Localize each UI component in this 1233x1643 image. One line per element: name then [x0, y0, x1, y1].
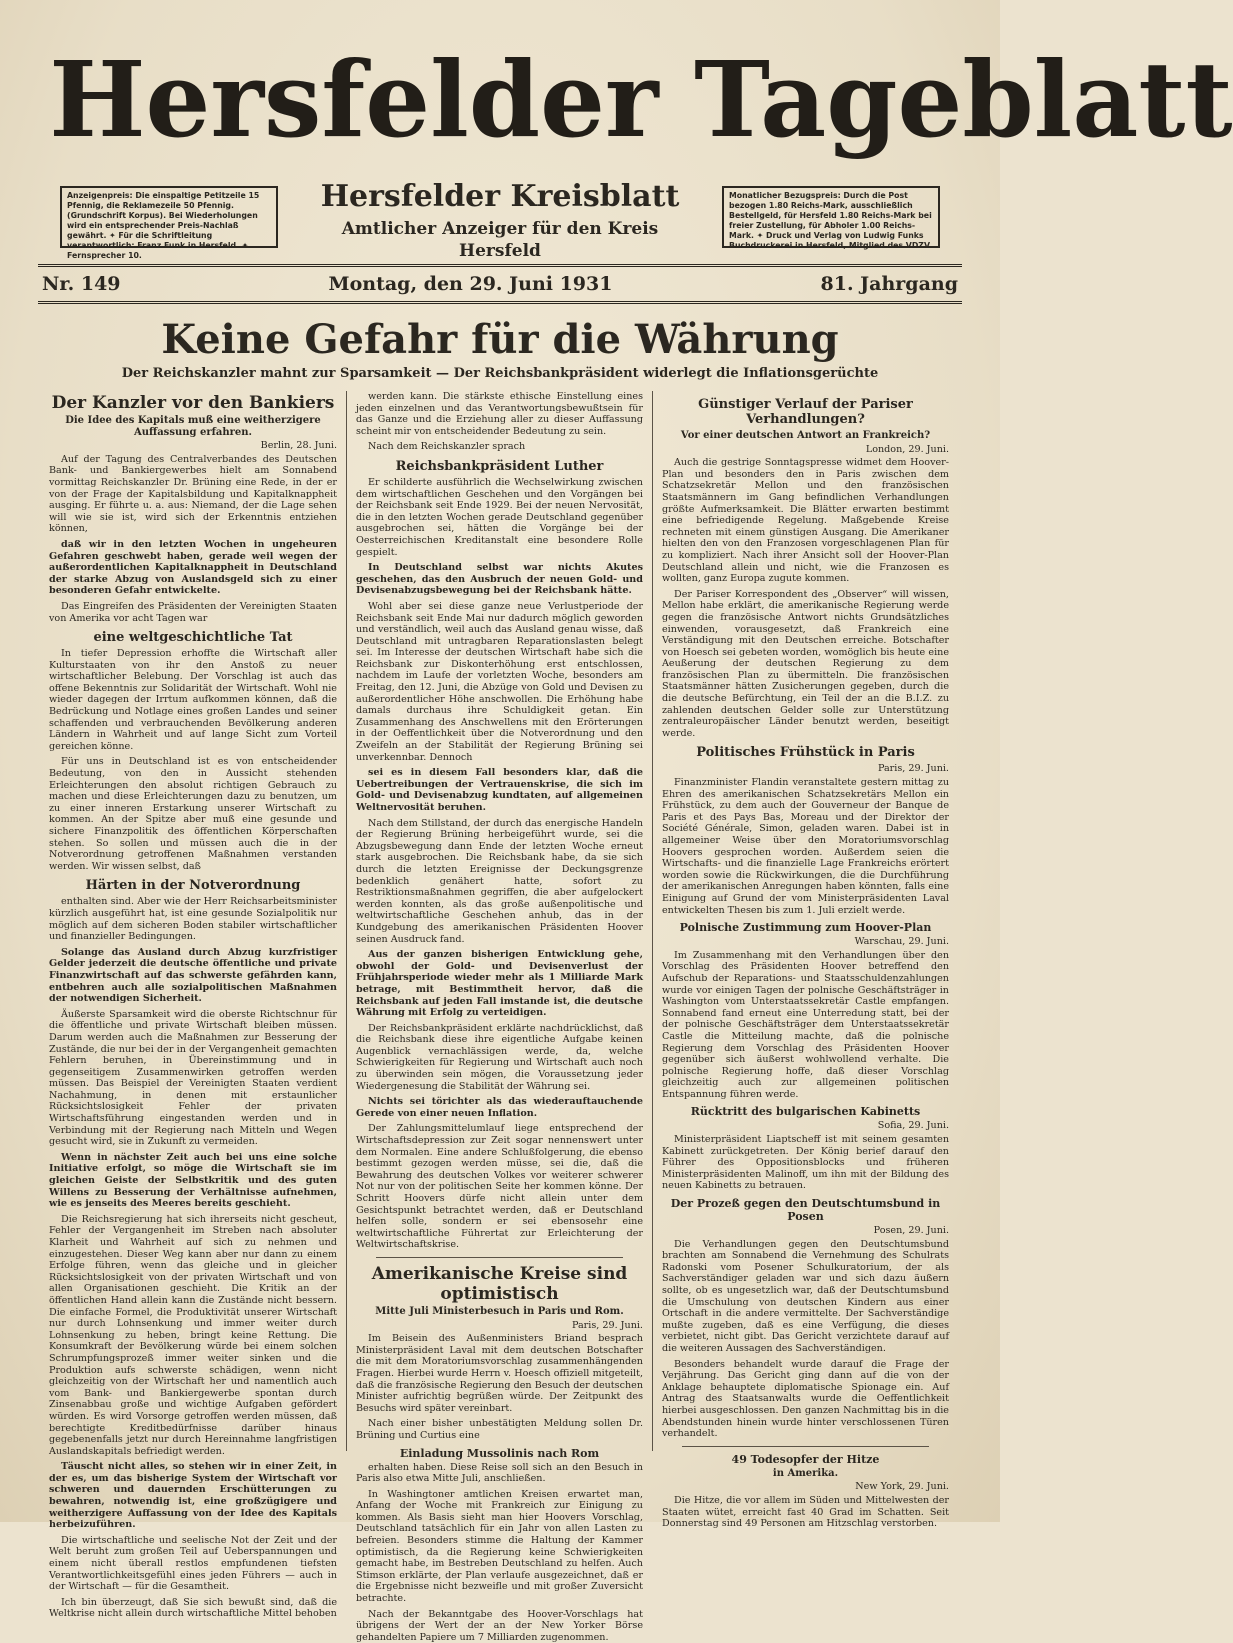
paragraph: Die Hitze, die vor allem im Süden und Mittelwesten der Staaten wütet, erreicht fast 40 Grad im Schatten. Seit Donnerstag sind 49 Personen am Hitzschlag verstorben.	[662, 1494, 949, 1530]
volume-number: 81. Jahrgang	[820, 273, 958, 295]
article-title: Politisches Frühstück in Paris	[696, 745, 915, 761]
paragraph: Die Verhandlungen gegen den Deutschtumsbund brachten am Sonnabend die Vernehmung des Schulrats Radonski vom Posener Schulkuratorium, der als Sachverständiger geladen war und sich dazu äußern sollte, ob es ungesetzlich war, daß der Deutschtumsbund die Umschulung von deutschen Kindern aus einer Ortschaft in die andere vermittelte. Der Sachverständige mußte zugeben, daß es eine Verfügung, die dieses verbietet, nicht gibt. Das Gericht verzichtete darauf auf die weiteren Aussagen des Sachverständigen.	[662, 1238, 949, 1354]
paragraph: Im Zusammenhang mit den Verhandlungen über den Vorschlag des Präsidenten Hoover betreffend den Aufschub der Reparations- und Staatsschuldenzahlungen wurde vor einigen Tagen der polnische Geschäftsträger in Washington vom Unterstaatssekretär Castle empfangen. Sonnabend fand erneut eine Unterredung statt, bei der der polnische Geschäftsträger dem Unterstaatssekretär Castle die Mitteilung machte, daß die polnische Regierung dem Vorschlag des Präsidenten Hoover gegenüber sich äußerst wohlwollend verhalte. Die polnische Regierung hoffe, daß dieser Vorschlag gleichzeitig auch zur allgemeinen politischen Entspannung führen werde.	[662, 949, 949, 1100]
dateline-place: Sofia, 29. Juni.	[877, 1120, 949, 1132]
paragraph: Die Reichsregierung hat sich ihrerseits nicht gescheut, Fehler der Vergangenheit im Streben nach absoluter Klarheit und Wahrheit auf sich zu nehmen und einzugestehen. Dieser Weg kann aber nur dann zu einem Erfolge führen, wenn das gleiche und in gleicher Rücksichtslosigkeit von der privaten Wirtschaft und von allen Organisationen geschieht. Die Kritik an der öffentlichen Hand allein kann die Zustände nicht bessern. Die einfache Formel, die Produktivität unserer Wirtschaft nur durch Lohnsenkung und immer weiter durch Lohnsenkung zu heben, bringt keine Rettung. Die Konsumkraft der Bevölkerung würde bei einem solchen Schrumpfungsprozeß immer weiter sinken und die Produktion aufs schwerste schädigen, wenn nicht gleichzeitig von der Wirtschaft her und namentlich auch vom Bank- und Bankiergewerbe spontan durch Zinsenabbau große und wichtige Aufgaben gefördert würden. Es wird Vorsorge getroffen werden müssen, daß berechtigte Kreditbedürfnisse darüber hinaus gegebenenfalls jetzt nur durch Hereinnahme langfristigen Auslandskapitals befriedigt werden.	[49, 1213, 337, 1457]
kreisblatt-subtitle: Amtlicher Anzeiger für den Kreis Hersfeld	[341, 219, 659, 261]
dateline-place: Warschau, 29. Juni.	[854, 936, 949, 948]
paragraph: In Washingtoner amtlichen Kreisen erwartet man, Anfang der Woche mit Frankreich zur Einigung zu kommen. Als Basis sieht man hier Hoovers Vorschlag, Deutschland tatsächlich für ein Jahr von allen Lasten zu befreien. Besonders stimme die Haltung der Kammer optimistisch, da die Regierung keine Schwierigkeiten gemacht habe, im Bestreben Deutschland zu helfen. Auch Stimson erklärte, der Plan verlaufe ausgezeichnet, daß er die Ergebnisse nicht bezweifle und mit großer Zuversicht betrachte.	[356, 1488, 643, 1605]
paragraph: Die wirtschaftliche und seelische Not der Zeit und der Welt beruht zum großen Teil auf Ueberspannungen und einem nicht überall restlos empfundenen tiefsten Verantwortlichkeitsgefühl eines jeden Führers — auch in der Wirtschaft — für die Gesamtheit.	[49, 1534, 337, 1593]
column-2	[346, 391, 652, 1643]
dateline-place: Paris, 29. Juni.	[877, 763, 949, 775]
paragraph: In Deutschland selbst war nichts Akutes geschehen, das den Ausbruch der neuen Gold- und Devisenabzugsbewegung bei der Reichsbank hätte.	[356, 562, 643, 597]
paragraph: Er schilderte ausführlich die Wechselwirkung zwischen dem wirtschaftlichen Geschehen und den Vorgängen bei der Reichsbank seit Ende 1929. Bei der neuen Nervosität, die in den letzten Wochen gerade Deutschland gegenüber ausgebrochen sei, hätten die Vorgänge bei der Oesterreichischen Kreditanstalt eine besondere Rolle gespielt.	[356, 476, 643, 558]
subhead-row	[40, 179, 960, 264]
article-subtitle: Mitte Juli Ministerbesuch in Paris und Rom.	[375, 1305, 624, 1317]
paragraph: Wohl aber sei diese ganze neue Verlustperiode der Reichsbank seit Ende Mai nur dadurch möglich geworden und verständlich, weil auch das Ausland genau wisse, daß Deutschland mit untragbaren Reparationslasten belegt sei. Im Interesse der deutschen Wirtschaft habe sich die Reichsbank zur Diskonterhöhung erst entschlossen, nachdem im Laufe der vorletzten Woche, besonders am Freitag, den 12. Juni, die Abzüge von Gold und Devisen zu außerordentlicher Höhe anschwollen. Die Erhöhung habe damals durchaus ihre Schuldigkeit getan. Ein Zusammenhang des Anschwellens mit den Erörterungen in der Oeffentlichkeit über die Notverordnung und den Zweifeln an der Stabilität der Regierung Brüning sei unverkennbar. Dennoch	[356, 600, 643, 763]
article-subtitle: Vor einer deutschen Antwort an Frankreich?	[680, 430, 931, 441]
paragraph: Der Reichsbankpräsident erklärte nachdrücklichst, daß die Reichsbank diese ihre eigentliche Aufgabe keinen Augenblick vernachlässigen werde, da, welche Schwierigkeiten für Regierung und Wirtschaft auch noch zu überwinden sein mögen, die Voraussetzung jeder Wiedergenesung die Stabilität der Währung sei.	[356, 1022, 643, 1092]
paragraph: Nichts sei törichter als das wiederauftauchende Gerede von einer neuen Inflation.	[356, 1096, 643, 1119]
dateline-place: Berlin, 28. Juni.	[260, 440, 337, 452]
article-title: Rücktritt des bulgarischen Kabinetts	[690, 1105, 921, 1119]
section-heading: Einladung Mussolinis nach Rom	[399, 1446, 600, 1460]
paragraph: Nach der Bekanntgabe des Hoover-Vorschlags hat übrigens der Wert der an der New Yorker Börse gehandelten Papiere um 7 Milliarden zugenommen.	[356, 1608, 643, 1643]
subscription-notice: Monatlicher Bezugspreis: Durch die Post bezogen 1.80 Reichs-Mark, ausschließlich Bestellgeld, für Hersfeld 1.80 Reichs-Mark bei freier Zustellung, für Abholer 1.00 Reichs-Mark. ✦ Druck und Verlag von Ludwig Funks Buchdruckerei in Hersfeld, Mitglied des VDZV.	[722, 186, 940, 248]
paragraph: Aus der ganzen bisherigen Entwicklung gehe, obwohl der Gold- und Devisenverlust der Frühjahrsperiode wieder mehr als 1 Milliarde Mark betrage, mit Bestimmtheit hervor, daß die Reichsbank auf jeden Fall imstande ist, die deutsche Währung mit Erfolg zu verteidigen.	[356, 949, 643, 1019]
article-subtitle: in Amerika.	[772, 1467, 839, 1479]
dateline-place: London, 29. Juni.	[865, 443, 949, 455]
paragraph: Ministerpräsident Liaptscheff ist mit seinem gesamten Kabinett zurückgetreten. Der König berief darauf den Führer des Oppositionsblocks und früheren Ministerpräsidenten Malinoff, um ihn mit der Bildung des neuen Kabinetts zu betrauen.	[662, 1134, 949, 1192]
paragraph: Ich bin überzeugt, daß Sie sich bewußt sind, daß die Weltkrise nicht allein durch wirtschaftliche Mittel behoben	[49, 1596, 337, 1620]
paragraph: Besonders behandelt wurde darauf die Frage der Verjährung. Das Gericht ging dann auf die von der Anklage behauptete diplomatische Spionage ein. Auf Antrag des Staatsanwalts wurde die Oeffentlichkeit hierbei ausgeschlossen. Den ganzen Nachmittag bis in die Abendstunden hinein wurde hinter verschlossenen Türen verhandelt.	[662, 1358, 949, 1440]
paragraph: Nach dem Stillstand, der durch das energische Handeln der Regierung Brüning herbeigeführt wurde, sei die Abzugsbewegung dann Ende der letzten Woche erneut stark ausgebrochen. Die Reichsbank habe, da sie sich durch die letzten Ereignisse der Deckungsgrenze bedenklich genähert hatte, sofort zu Restriktionsmaßnahmen gegriffen, die aber aufgelockert werden konnten, als das große außenpolitische und weltwirtschaftliche Geschehen anhub, das in der Kundgebung des amerikanischen Präsidenten Hoover seinen Ausdruck fand.	[356, 817, 643, 945]
paragraph: Finanzminister Flandin veranstaltete gestern mittag zu Ehren des amerikanischen Schatzsekretärs Mellon ein Frühstück, zu dem auch der Gouverneur der Banque de Paris et des Pays Bas, Moreau und der Direktor der Société Générale, Simon, geladen waren. Dabei ist in allgemeiner Weise über den Moratoriumsvorschlag Hoovers gesprochen worden. Außerdem seien die Wirtschafts- und die finanzielle Lage Frankreichs erörtert worden sowie die Rückwirkungen, die die Durchführung der amerikanischen Anregungen haben könnten, falls eine Einigung auf Grund der vom Ministerpräsidenten Laval entwickelten Thesen bis zum 1. Juli erzielt werde.	[662, 777, 949, 916]
dateline-bar	[38, 264, 962, 304]
paragraph: Der Zahlungsmittelumlauf liege entsprechend der Wirtschaftsdepression zur Zeit sogar nennenswert unter dem Normalen. Eine andere Schlußfolgerung, die ebenso bestimmt gezogen werden müsse, sei die, daß die Bewahrung des deutschen Volkes vor weiterer schwerer Not nur von der politischen Seite her kommen könne. Der Schritt Hoovers dürfe nicht allein unter dem Gesichtspunkt betrachtet werden, daß er Deutschland helfen solle, sondern er sei ebensosehr eine weltwirtschaftliche Führertat zur Erleichterung der Weltwirtschaftskrise.	[356, 1123, 643, 1251]
headline-deck: Der Reichskanzler mahnt zur Sparsamkeit — Der Reichsbankpräsident widerlegt die Inflationsgerüchte	[121, 366, 879, 381]
paragraph: Der Pariser Korrespondent des „Observer“ will wissen, Mellon habe erklärt, die amerikanische Regierung werde gegen die französische Antwort nichts Grundsätzliches einwenden, vorausgesetzt, daß Frankreich eine Verständigung mit den Deutschen erreiche. Botschafter von Hoesch sei gebeten worden, womöglich bis heute eine Aeußerung der deutschen Regierung zu dem französischen Plan zu übermitteln. Die französischen Staatsmänner hätten Zusicherungen gegeben, durch die die deutsche Befürchtung, ein Teil der an die B.I.Z. zu zahlenden deutschen Gelder solle zur Unterstützung zentraleuropäischer Länder benutzt werden, beseitigt werde.	[662, 588, 949, 739]
paragraph: Das Eingreifen des Präsidenten der Vereinigten Staaten von Amerika vor acht Tagen war	[49, 600, 337, 624]
paragraph: Äußerste Sparsamkeit wird die oberste Richtschnur für die öffentliche und private Wirtschaft bleiben müssen. Darum werden auch die Maßnahmen zur Besserung der Zustände, die nur bei der in der Vergangenheit gemachten Fehlern beruhen, in Übereinstimmung und in gegenseitigem Zusammenwirken getroffen werden müssen. Das Beispiel der Vereinigten Staaten verdient Nachahmung, in denen mit erstaunlicher Rücksichtslosigkeit Fehler der privaten Wirtschaftsführung eingestanden werden und in Verbindung mit der Regierung nach Mitteln und Wegen gesucht wird, sie in Zukunft zu vermeiden.	[49, 1008, 337, 1148]
article-title: Günstiger Verlauf der Pariser Verhandlungen?	[698, 397, 913, 427]
paragraph: Täuscht nicht alles, so stehen wir in einer Zeit, in der es, um das bisherige System der Wirtschaft vor schweren und dauernden Erschütterungen zu bewahren, notwendig ist, eine großzügigere und weitherzigere Auffassung von der Idee des Kapitals herbeizuführen.	[49, 1461, 337, 1531]
paragraph: Wenn in nächster Zeit auch bei uns eine solche Initiative erfolgt, so möge die Wirtschaft sie im gleichen Geiste der Selbstkritik und des guten Willens zu Besserung der Verhältnisse aufnehmen, wie es jenseits des Meeres bereits geschieht.	[49, 1151, 337, 1210]
paragraph: werden kann. Die stärkste ethische Einstellung eines jeden einzelnen und das Verantwortungsbewußtsein für das Ganze und die Erziehung aller zu dieser Auffassung scheint mir von entscheidender Bedeutung zu sein.	[356, 391, 643, 437]
dateline-place: Paris, 29. Juni.	[571, 1319, 643, 1331]
divider	[682, 1446, 929, 1447]
paragraph: In tiefer Depression erhoffte die Wirtschaft aller Kulturstaaten von ihr den Anstoß zu neuer wirtschaftlicher Belebung. Der Vorschlag ist auch das offene Bekenntnis zur Solidarität der Wirtschaft. Wohl nie wieder dagegen der Irrtum aufkommen können, daß die Bedrückung und Notlage eines großen Landes und seiner schaffenden und verbrauchenden Bevölkerung anderen Ländern in Wahrheit und auf lange Sicht zum Vorteil gereichen könne.	[49, 648, 337, 752]
issue-number: Nr. 149	[42, 273, 121, 295]
article-title: Der Prozeß gegen den Deutschtumsbund in Posen	[670, 1197, 941, 1224]
masthead-title: Hersfelder Tageblatt	[49, 38, 1233, 161]
issue-date: Montag, den 29. Juni 1931	[328, 273, 613, 295]
main-headline: Keine Gefahr für die Währung	[161, 316, 839, 363]
article-title: Amerikanische Kreise sind optimistisch	[371, 1263, 628, 1304]
article-subtitle: Die Idee des Kapitals muß eine weitherzigere Auffassung erfahren.	[65, 415, 321, 438]
paragraph: Auf der Tagung des Centralverbandes des Deutschen Bank- und Bankiergewerbes hielt am Sonnabend vormittag Reichskanzler Dr. Brüning eine Rede, in der er von der Frage der Kapitalsbildung und Kapitalknappheit ausging. Er führte u. a. aus: Niemand, der die Lage sehen will wie sie ist, wird sich der Erkenntnis entziehen können,	[49, 453, 337, 535]
paragraph: Solange das Ausland durch Abzug kurzfristiger Gelder jederzeit die deutsche öffentliche und private Finanzwirtschaft auf das schwerste gefährden kann, entbehren auch alle sozialpolitischen Maßnahmen der notwendigen Sicherheit.	[49, 946, 337, 1005]
paragraph: Für uns in Deutschland ist es von entscheidender Bedeutung, von den in Aussicht stehenden Erleichterungen den absolut richtigen Gebrauch zu machen und diese Erleichterungen dazu zu benutzen, um zu einer inneren Erstarkung unserer Wirtschaft zu kommen. An der Spitze aber muß eine gesunde und sichere Finanzpolitik des öffentlichen Körperschaften stehen. So sollen und müssen auch die in der Notverordnung getroffenen Maßnahmen verstanden werden. Wir wissen selbst, daß	[49, 756, 337, 872]
section-heading: Härten in der Notverordnung	[85, 878, 301, 894]
paragraph: sei es in diesem Fall besonders klar, daß die Uebertreibungen der Vertrauenskrise, die sich im Gold- und Devisenabzug kundtaten, auf allgemeinen Weltnervosität beruhen.	[356, 767, 643, 813]
column-1	[40, 391, 346, 1620]
paragraph: enthalten sind. Aber wie der Herr Reichsarbeitsminister kürzlich ausgeführt hat, ist eine gesunde Sozialpolitik nur möglich auf dem sicheren Boden stabiler wirtschaftlicher und finanzieller Bedingungen.	[49, 896, 337, 943]
paragraph: erhalten haben. Diese Reise soll sich an den Besuch in Paris also etwa Mitte Juli, anschließen.	[356, 1461, 643, 1485]
paragraph: Auch die gestrige Sonntagspresse widmet dem Hoover-Plan und besonders den in Paris zwischen dem Schatzsekretär Mellon und den französischen Staatsmännern im Gang befindlichen Verhandlungen größte Aufmerksamkeit. Die Blätter erwarten bestimmt eine befriedigende Regelung. Maßgebende Kreise rechneten mit einem günstigen Ausgang. Die Amerikaner hielten den von den Franzosen vorgeschlagenen Plan für zu kompliziert. Nach ihrer Ansicht soll der Hoover-Plan Deutschland allein und nicht, wie die Franzosen es wollten, ganz Europa zugute kommen.	[662, 457, 949, 585]
article-columns	[40, 391, 960, 1643]
kreisblatt-title: Hersfelder Kreisblatt	[320, 179, 680, 214]
article-title: Polnische Zustimmung zum Hoover-Plan	[679, 921, 932, 935]
divider	[376, 1257, 623, 1258]
advert-price-notice: Anzeigenpreis: Die einspaltige Petitzeile 15 Pfennig, die Reklamezeile 50 Pfennig. (Grundschrift Korpus). Bei Wiederholungen wird ein entsprechender Preis-Nachlaß gewährt. ✦ Für die Schriftleitung verantwortlich: Franz Funk in Hersfeld. ✦ Fernsprecher 10.	[60, 186, 278, 248]
paragraph: Im Beisein des Außenministers Briand besprach Ministerpräsident Laval mit dem deutschen Botschafter die mit dem Moratoriumsvorschlag zusammenhängenden Fragen. Hierbei wurde Herrn v. Hoesch offiziell mitgeteilt, daß die französische Regierung den Besuch der deutschen Minister aufrichtig begrüßen würde. Der Zeitpunkt des Besuchs wird später vereinbart.	[356, 1333, 643, 1414]
dateline-place: New York, 29. Juni.	[855, 1481, 949, 1493]
dateline-place: Posen, 29. Juni.	[873, 1225, 949, 1237]
article-title: Der Kanzler vor den Bankiers	[51, 393, 335, 413]
section-heading: eine weltgeschichtliche Tat	[93, 630, 293, 646]
paragraph: Nach dem Reichskanzler sprach	[368, 441, 526, 453]
column-3	[652, 391, 958, 1530]
article-title: 49 Todesopfer der Hitze	[731, 1452, 880, 1466]
paragraph: daß wir in den letzten Wochen in ungeheuren Gefahren geschwebt haben, gerade weil wegen der außerordentlichen Kapitalknappheit in Deutschland der starke Abzug von Auslandsgeld sich zu einer besonderen Gefahr entwickelte.	[49, 538, 337, 597]
section-heading: Reichsbankpräsident Luther	[395, 458, 604, 474]
paragraph: Nach einer bisher unbestätigten Meldung sollen Dr. Brüning und Curtius eine	[356, 1418, 643, 1441]
kreisblatt-block	[300, 180, 700, 262]
